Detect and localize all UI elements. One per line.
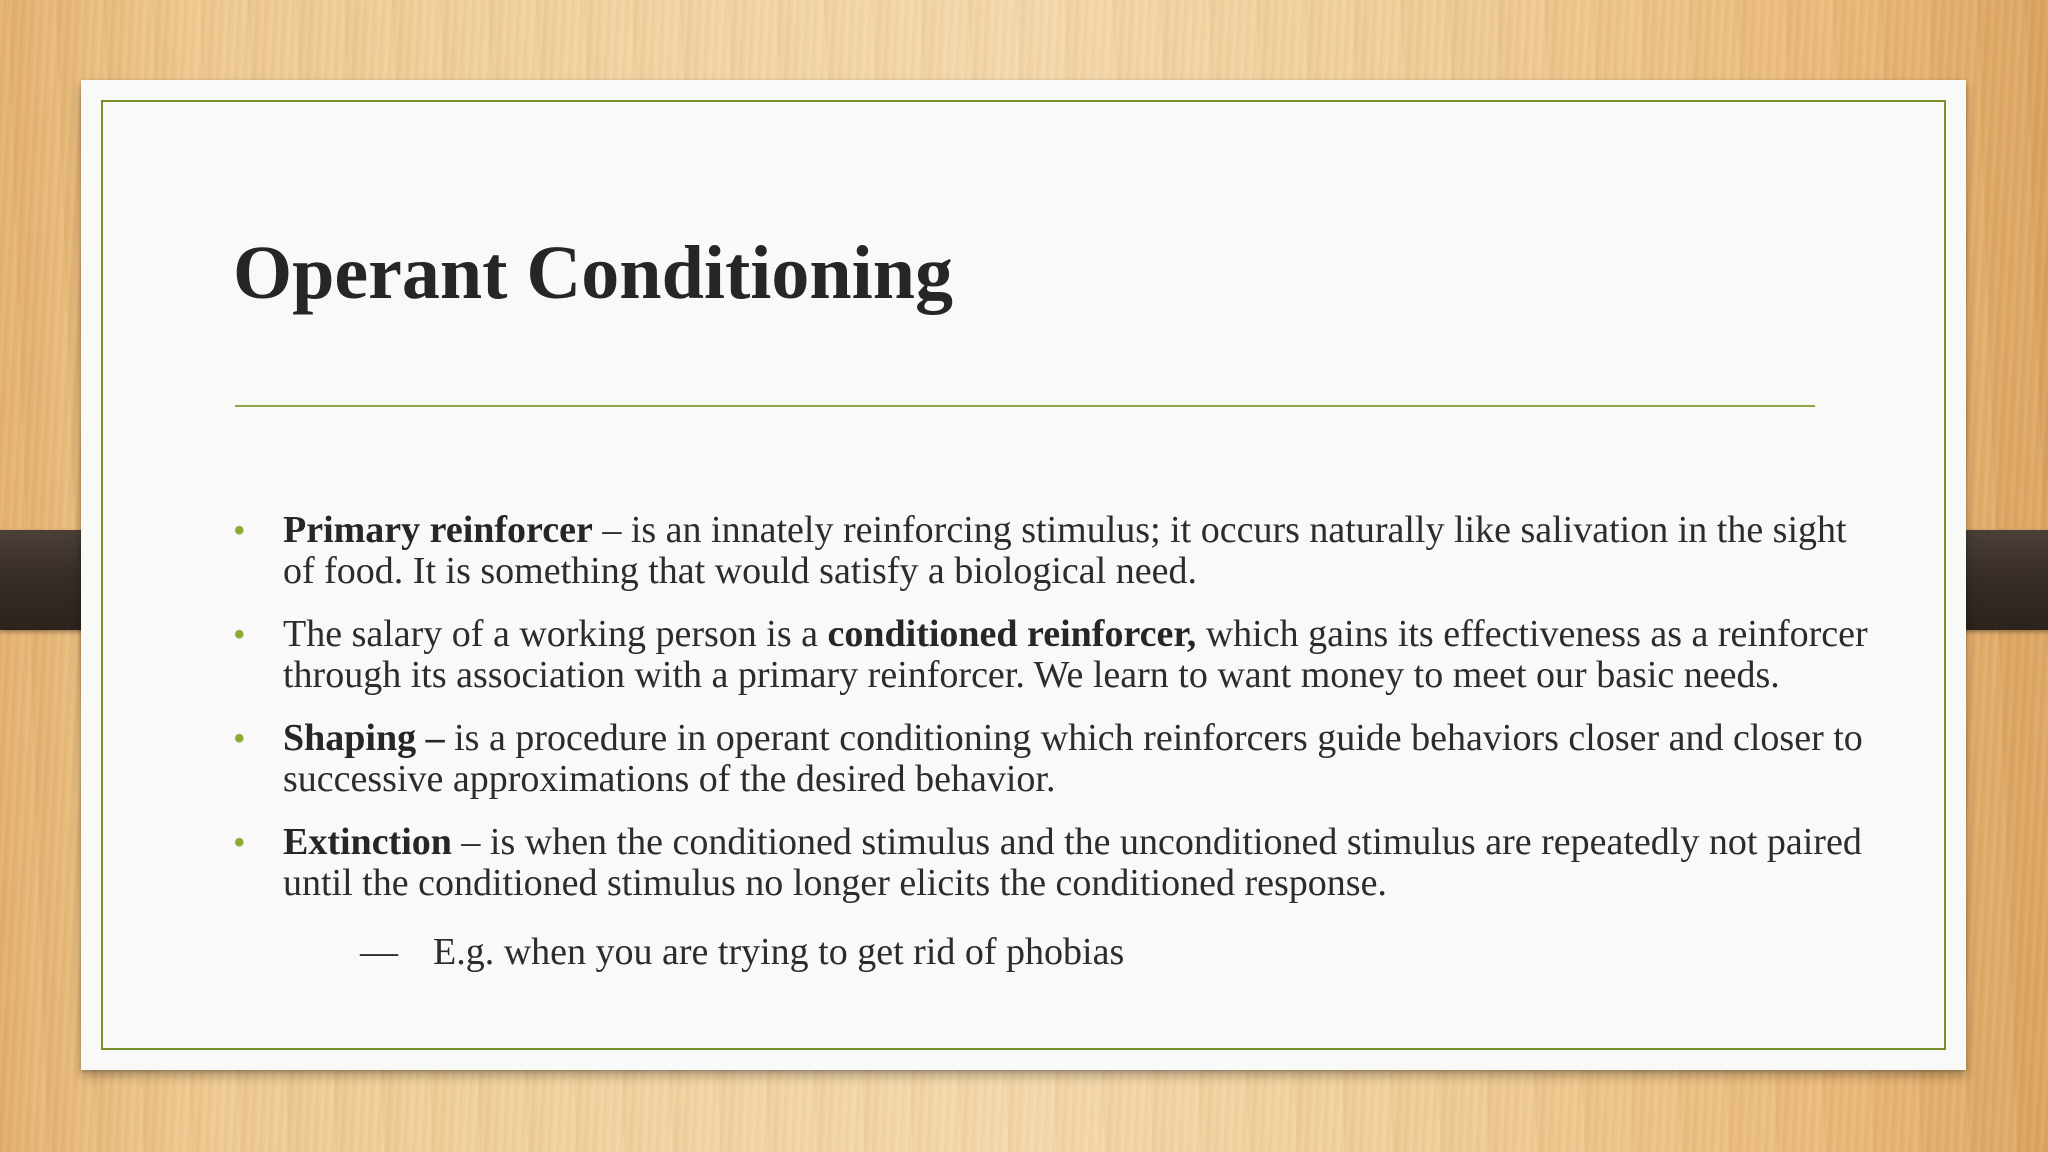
bullet-item-conditioned-reinforcer (233, 614, 1883, 696)
slide-body (233, 510, 1883, 995)
title-divider (235, 405, 1815, 407)
bullet-dot-icon: • (233, 718, 246, 758)
bullet-dot-icon: • (233, 614, 246, 654)
bullet-text: – is when the conditioned stimulus and the unconditioned stimulus are repeatedly not paired until the conditioned stimulus no longer elicits the conditioned response. (283, 821, 1862, 904)
bullet-term: Shaping – (283, 717, 445, 759)
bullet-term: Primary reinforcer (283, 509, 593, 551)
bullet-list (233, 510, 1883, 973)
slide (81, 80, 1966, 1070)
sub-bullet-example (283, 932, 1883, 973)
bullet-item-primary-reinforcer (233, 510, 1883, 592)
bullet-lead: The salary of a working person is a (283, 613, 828, 655)
sub-bullet-dash-icon: — (360, 931, 398, 973)
bullet-term: Extinction (283, 821, 452, 863)
slide-title: Operant Conditioning (233, 231, 954, 315)
bullet-text: which gains its effectiveness as a reinforcer through its association with a primary reinforcer. We learn to want money to meet our basic needs. (283, 613, 1868, 696)
bullet-text: – is an innately reinforcing stimulus; it occurs naturally like salivation in the sight of food. It is something that would satisfy a biological need. (283, 509, 1847, 592)
bullet-item-shaping (233, 718, 1883, 800)
bullet-term: conditioned reinforcer, (827, 613, 1197, 655)
bullet-item-extinction (233, 822, 1883, 973)
bullet-dot-icon: • (233, 822, 246, 862)
sub-bullet-text: E.g. when you are trying to get rid of phobias (433, 931, 1125, 973)
bullet-text: is a procedure in operant conditioning which reinforcers guide behaviors closer and closer to successive approximations of the desired behavior. (283, 717, 1863, 800)
bullet-dot-icon: • (233, 510, 246, 550)
